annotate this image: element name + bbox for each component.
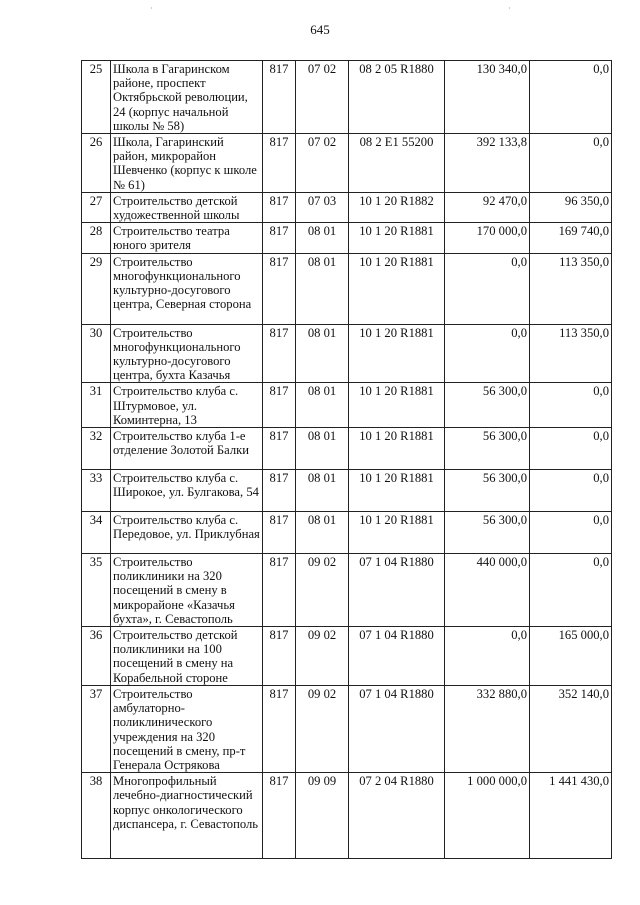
target-article: 07 1 04 R1880 <box>349 685 445 772</box>
target-article: 07 2 04 R1880 <box>349 773 445 859</box>
ministry-code: 817 <box>263 428 296 470</box>
target-article: 10 1 20 R1881 <box>349 223 445 253</box>
target-article: 10 1 20 R1881 <box>349 383 445 428</box>
object-name: Строительство театра юного зрителя <box>111 223 263 253</box>
scan-artifact: · <box>508 4 511 13</box>
amount-second-year: 113 350,0 <box>530 253 612 324</box>
amount-first-year: 0,0 <box>445 627 530 686</box>
ministry-code: 817 <box>263 253 296 324</box>
table-row <box>82 428 612 470</box>
amount-first-year: 392 133,8 <box>445 134 530 193</box>
amount-second-year: 1 441 430,0 <box>530 773 612 859</box>
amount-first-year: 130 340,0 <box>445 61 530 134</box>
amount-second-year: 0,0 <box>530 383 612 428</box>
row-number: 26 <box>82 134 111 193</box>
amount-first-year: 56 300,0 <box>445 512 530 554</box>
table-row <box>82 192 612 222</box>
ministry-code: 817 <box>263 470 296 512</box>
object-name: Строительство детской поликлиники на 100 посещений в смену на Корабельной стороне <box>111 627 263 686</box>
amount-second-year: 113 350,0 <box>530 324 612 383</box>
section-code: 07 02 <box>296 134 349 193</box>
row-number: 37 <box>82 685 111 772</box>
row-number: 31 <box>82 383 111 428</box>
ministry-code: 817 <box>263 554 296 627</box>
ministry-code: 817 <box>263 383 296 428</box>
amount-second-year: 0,0 <box>530 554 612 627</box>
amount-first-year: 0,0 <box>445 324 530 383</box>
row-number: 35 <box>82 554 111 627</box>
object-name: Строительство клуба с. Широкое, ул. Булгакова, 54 <box>111 470 263 512</box>
table-row <box>82 512 612 554</box>
target-article: 08 2 E1 55200 <box>349 134 445 193</box>
object-name: Строительство детской художественной школы <box>111 192 263 222</box>
table-row <box>82 627 612 686</box>
object-name: Строительство многофункционального культурно-досугового центра, Северная сторона <box>111 253 263 324</box>
amount-first-year: 0,0 <box>445 253 530 324</box>
table-row <box>82 324 612 383</box>
table-row <box>82 554 612 627</box>
table-row <box>82 134 612 193</box>
ministry-code: 817 <box>263 773 296 859</box>
amount-second-year: 0,0 <box>530 512 612 554</box>
table-body <box>82 61 612 859</box>
object-name: Строительство клуба 1-е отделение Золотой Балки <box>111 428 263 470</box>
amount-second-year: 0,0 <box>530 470 612 512</box>
object-name: Строительство поликлиники на 320 посещений в смену в микрорайоне «Казачья бухта», г. Севастополь <box>111 554 263 627</box>
ministry-code: 817 <box>263 223 296 253</box>
section-code: 09 09 <box>296 773 349 859</box>
table-row <box>82 223 612 253</box>
section-code: 08 01 <box>296 253 349 324</box>
row-number: 38 <box>82 773 111 859</box>
amount-second-year: 0,0 <box>530 134 612 193</box>
amount-second-year: 0,0 <box>530 428 612 470</box>
section-code: 09 02 <box>296 554 349 627</box>
ministry-code: 817 <box>263 192 296 222</box>
amount-first-year: 56 300,0 <box>445 383 530 428</box>
ministry-code: 817 <box>263 324 296 383</box>
table-row <box>82 470 612 512</box>
ministry-code: 817 <box>263 685 296 772</box>
amount-first-year: 56 300,0 <box>445 428 530 470</box>
ministry-code: 817 <box>263 61 296 134</box>
amount-first-year: 332 880,0 <box>445 685 530 772</box>
row-number: 30 <box>82 324 111 383</box>
target-article: 10 1 20 R1881 <box>349 470 445 512</box>
amount-first-year: 1 000 000,0 <box>445 773 530 859</box>
amount-second-year: 352 140,0 <box>530 685 612 772</box>
row-number: 36 <box>82 627 111 686</box>
object-name: Строительство многофункционального культурно-досугового центра, бухта Казачья <box>111 324 263 383</box>
ministry-code: 817 <box>263 512 296 554</box>
target-article: 10 1 20 R1881 <box>349 253 445 324</box>
row-number: 32 <box>82 428 111 470</box>
amount-second-year: 169 740,0 <box>530 223 612 253</box>
table-row <box>82 253 612 324</box>
table-row <box>82 383 612 428</box>
section-code: 08 01 <box>296 383 349 428</box>
target-article: 10 1 20 R1881 <box>349 512 445 554</box>
target-article: 07 1 04 R1880 <box>349 554 445 627</box>
row-number: 33 <box>82 470 111 512</box>
page-number: 645 <box>310 22 330 37</box>
section-code: 08 01 <box>296 223 349 253</box>
table-row <box>82 61 612 134</box>
section-code: 08 01 <box>296 512 349 554</box>
section-code: 09 02 <box>296 627 349 686</box>
ministry-code: 817 <box>263 134 296 193</box>
row-number: 28 <box>82 223 111 253</box>
section-code: 07 03 <box>296 192 349 222</box>
amount-first-year: 170 000,0 <box>445 223 530 253</box>
amount-first-year: 92 470,0 <box>445 192 530 222</box>
section-code: 09 02 <box>296 685 349 772</box>
amount-first-year: 440 000,0 <box>445 554 530 627</box>
object-name: Школа, Гагаринский район, микрорайон Шевченко (корпус к школе № 61) <box>111 134 263 193</box>
target-article: 10 1 20 R1882 <box>349 192 445 222</box>
section-code: 08 01 <box>296 470 349 512</box>
section-code: 08 01 <box>296 428 349 470</box>
table-row <box>82 773 612 859</box>
target-article: 10 1 20 R1881 <box>349 324 445 383</box>
target-article: 07 1 04 R1880 <box>349 627 445 686</box>
amount-second-year: 0,0 <box>530 61 612 134</box>
amount-second-year: 165 000,0 <box>530 627 612 686</box>
row-number: 27 <box>82 192 111 222</box>
ministry-code: 817 <box>263 627 296 686</box>
scan-artifact: · <box>150 4 153 13</box>
table-row <box>82 685 612 772</box>
target-article: 08 2 05 R1880 <box>349 61 445 134</box>
row-number: 25 <box>82 61 111 134</box>
object-name: Строительство клуба с. Передовое, ул. Приклубная <box>111 512 263 554</box>
budget-table <box>81 60 612 859</box>
amount-first-year: 56 300,0 <box>445 470 530 512</box>
row-number: 34 <box>82 512 111 554</box>
row-number: 29 <box>82 253 111 324</box>
object-name: Многопрофильный лечебно-диагностический корпус онкологического диспансера, г. Севастополь <box>111 773 263 859</box>
target-article: 10 1 20 R1881 <box>349 428 445 470</box>
amount-second-year: 96 350,0 <box>530 192 612 222</box>
object-name: Строительство клуба с. Штурмовое, ул. Коминтерна, 13 <box>111 383 263 428</box>
object-name: Строительство амбулаторно-поликлинического учреждения на 320 посещений в смену, пр-т Генерала Острякова <box>111 685 263 772</box>
object-name: Школа в Гагаринском районе, проспект Октябрьской революции, 24 (корпус начальной школы № 58) <box>111 61 263 134</box>
section-code: 08 01 <box>296 324 349 383</box>
section-code: 07 02 <box>296 61 349 134</box>
